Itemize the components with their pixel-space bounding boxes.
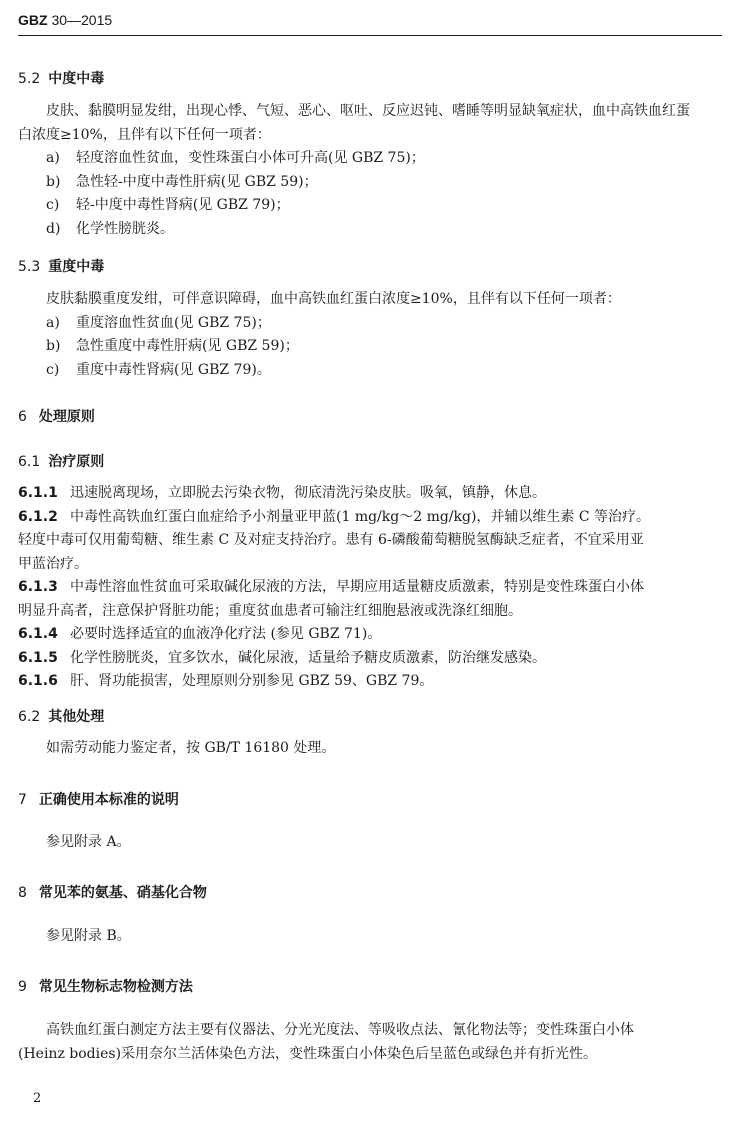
list-item: b) 急性重度中毒性肝病(见 GBZ 59)； — [46, 338, 299, 354]
clause-6-1-6: 6.1.6 肝、肾功能损害，处理原则分别参见 GBZ 59、GBZ 79。 — [18, 673, 434, 689]
section-9-heading: 9 常见生物标志物检测方法 — [18, 979, 193, 995]
section-7-paragraph: 参见附录 A。 — [46, 834, 131, 850]
clause-6-1-3: 6.1.3 中毒性溶血性贫血可采取碱化尿液的方法，早期应用适量糖皮质激素，特别是变性珠蛋白小体 明显升高者，注意保护肾脏功能；重度贫血患者可输注红细胞悬液或洗涤红细胞。 — [18, 579, 644, 619]
section-8-heading: 8 常见苯的氨基、硝基化合物 — [18, 885, 207, 901]
list-item: c) 重度中毒性肾病(见 GBZ 79)。 — [46, 361, 271, 378]
section-5-2-paragraph: 皮肤、黏膜明显发绀，出现心悸、气短、恶心、呕吐、反应迟钝、嗜睡等明显缺氧症状，血中高铁血红蛋 白浓度≥10%，且伴有以下任何一项者： — [18, 103, 690, 143]
clause-6-1-2: 6.1.2 中毒性高铁血红蛋白血症给予小剂量亚甲蓝(1 mg/kg～2 mg/kg)，并辅以维生素 C 等治疗。 轻度中毒可仅用葡萄糖、维生素 C 及对症支持治疗。患有 6-磷酸葡萄糖脱氢酶缺乏症者，不宜采用亚 甲蓝治疗。 — [18, 508, 651, 572]
section-5-3-paragraph: 皮肤黏膜重度发绀，可伴意识障碍，血中高铁血红蛋白浓度≥10%，且伴有以下任何一项者： — [46, 291, 621, 307]
page-header — [18, 12, 722, 36]
section-8-paragraph: 参见附录 B。 — [46, 928, 131, 944]
list-item: b) 急性轻-中度中毒性肝病(见 GBZ 59)； — [46, 173, 318, 190]
section-6-heading: 6 处理原则 — [18, 409, 95, 425]
section-5-3-heading: 5.3 重度中毒 — [18, 259, 105, 275]
section-7-heading: 7 正确使用本标准的说明 — [18, 792, 179, 808]
clause-6-1-4: 6.1.4 必要时选择适宜的血液净化疗法 (参见 GBZ 71)。 — [18, 626, 382, 642]
page-number: 2 — [33, 1091, 42, 1106]
section-9-paragraph: 高铁血红蛋白测定方法主要有仪器法、分光光度法、等吸收点法、氰化物法等；变性珠蛋白小体 (Heinz bodies)采用奈尔兰活体染色方法，变性珠蛋白小体染色后呈蓝色或绿色并有折光性。 — [18, 1022, 634, 1062]
standard-code: GBZ — [18, 12, 48, 28]
clause-6-1-5: 6.1.5 化学性膀胱炎，宜多饮水，碱化尿液，适量给予糖皮质激素，防治继发感染。 — [18, 649, 546, 666]
section-6-2-paragraph: 如需劳动能力鉴定者，按 GB/T 16180 处理。 — [46, 740, 336, 756]
list-item: a) 重度溶血性贫血(见 GBZ 75)； — [46, 314, 271, 331]
list-item: a) 轻度溶血性贫血，变性珠蛋白小体可升高(见 GBZ 75)； — [46, 150, 425, 166]
section-6-1-heading: 6.1 治疗原则 — [18, 454, 105, 470]
section-5-2-heading: 5.2 中度中毒 — [18, 71, 105, 87]
list-item: c) 轻-中度中毒性肾病(见 GBZ 79)； — [46, 197, 290, 213]
standard-number: 30—2015 — [51, 12, 113, 28]
section-6-2-heading: 6.2 其他处理 — [18, 709, 105, 725]
clause-6-1-1: 6.1.1 迅速脱离现场，立即脱去污染衣物，彻底清洗污染皮肤。吸氧，镇静，休息。 — [18, 485, 546, 501]
list-item: d) 化学性膀胱炎。 — [46, 220, 174, 237]
